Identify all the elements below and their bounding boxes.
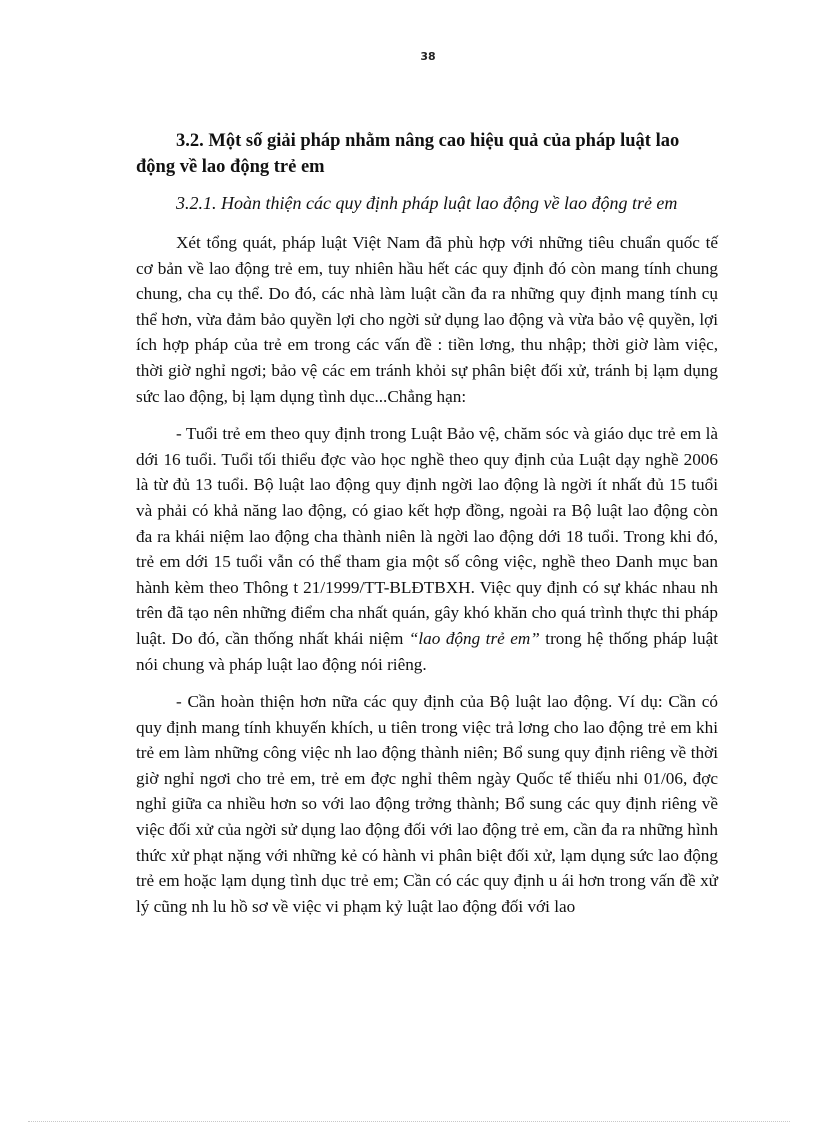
paragraph-overview: Xét tổng quát, pháp luật Việt Nam đã phù hợp với những tiêu chuẩn quốc tế cơ bản về lao động trẻ em, tuy nhiên hầu hết các quy định đó còn mang tính chung chung, cha cụ thể. Do đó, các nhà làm luật cần đa ra những quy định mang tính cụ thể hơn, vừa đảm bảo quyền lợi cho ngời sử dụng lao động và vừa bảo vệ quyền, lợi ích hợp pháp của trẻ em trong các vấn đề : tiền lơng, thu nhập; thời giờ làm việc, thời giờ nghỉ ngơi; bảo vệ các em tránh khỏi sự phân biệt đối xử, tránh bị lạm dụng sức lao động, bị lạm dụng tình dục...Chẳng hạn: (136, 233, 718, 406)
paragraph-child-age-text: - Tuổi trẻ em theo quy định trong Luật Bảo vệ, chăm sóc và giáo dục trẻ em là dới 16 tuổi. Tuổi tối thiểu đợc vào học nghề theo quy định của Luật dạy nghề 2006 là từ đủ 13 tuổi. Bộ luật lao động quy định ngời lao động là ngời ít nhất đủ 15 tuổi và phải có khả năng lao động, có giao kết hợp đồng, ngoài ra Bộ luật lao động còn đa ra khái niệm lao động cha thành niên là ngời lao động dới 18 tuổi. Trong khi đó, trẻ em dới 15 tuổi vẫn có thể tham gia một số công việc, nghề theo Danh mục ban hành kèm theo Thông t 21/1999/TT-BLĐTBXH. Việc quy định có sự khác nhau nh trên đã tạo nên những điểm cha nhất quán, gây khó khăn cho quá trình thực thi pháp luật. Do đó, cần thống nhất khái niệm (136, 424, 718, 648)
paragraph-labour-code: - Cần hoàn thiện hơn nữa các quy định của Bộ luật lao động. Ví dụ: Cần có quy định mang tính khuyến khích, u tiên trong việc trả lơng cho lao động trẻ em khi trẻ em làm những công việc nh lao động thành niên; Bổ sung quy định riêng về thời giờ nghỉ ngơi cho trẻ em, trẻ em đợc nghỉ thêm ngày Quốc tế thiếu nhi 01/06, đợc nghỉ giữa ca nhiều hơn so với lao động trởng thành; Bổ sung các quy định riêng về việc đối xử của ngời sử dụng lao động đối với lao động trẻ em, cần đa ra những hình thức xử phạt nặng với những kẻ có hành vi phân biệt đối xử, lạm dụng sức lao động trẻ em hoặc lạm dụng tình dục trẻ em; Cần có các quy định u ái hơn trong vấn đề xử lý cũng nh lu hồ sơ về việc vi phạm kỷ luật lao động đối với lao (136, 692, 718, 916)
subsection-heading: 3.2.1. Hoàn thiện các quy định pháp luật lao động về lao động trẻ em (176, 193, 678, 213)
paragraph-child-age (136, 421, 718, 677)
page-number: 38 (420, 50, 436, 63)
page-bottom-rule (28, 1121, 790, 1122)
section-heading: 3.2. Một số giải pháp nhằm nâng cao hiệu quả của pháp luật lao động về lao động trẻ em (136, 131, 680, 177)
paragraph-child-age-tail: trong hệ thống pháp luật nói chung và pháp luật lao động nói riêng. (136, 628, 718, 674)
document-body (136, 128, 718, 919)
term-child-labour: “lao động trẻ em” (408, 628, 540, 648)
